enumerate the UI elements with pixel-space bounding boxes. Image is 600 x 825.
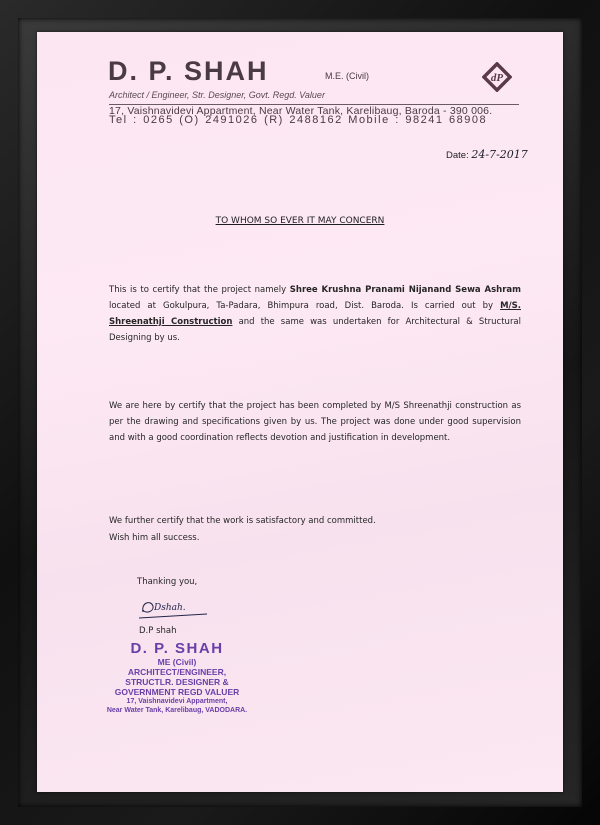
date-line — [446, 148, 528, 161]
stamp-line-6: Near Water Tank, Karelibaug, VADODARA. — [106, 707, 248, 714]
document-heading: TO WHOM SO EVER IT MAY CONCERN — [215, 216, 385, 226]
stamp-name: D. P. SHAH — [130, 640, 224, 657]
date-label: Date: — [446, 150, 469, 161]
letterhead-name: D. P. SHAH — [108, 56, 269, 86]
letterhead-qualification: M.E. (Civil) — [325, 71, 369, 81]
p1-text-3: and the same was undertaken for Architectural & Structural Designing by us. — [109, 317, 522, 343]
stamp-line-3: STRUCTLR. DESIGNER & — [125, 677, 229, 687]
letterhead-address: 17, Vaishnavidevi Appartment, Near Water Tank, Karelibaug, Baroda - 390 006. — [109, 105, 493, 117]
p1-text-2: located at Gokulpura, Ta-Padara, Bhimpura road, Dist. Baroda. Is carried out by — [109, 301, 501, 311]
logo-text: dP — [490, 72, 504, 84]
stamp-line-5: 17, Vaishnavidevi Appartment, — [126, 698, 228, 705]
paragraph-completion: We are here by certify that the project has been completed by M/S Shreenathji construction as per the drawing and specifications given by us. The project was done under good supervision and with a good coordination reflects devotion and justification in development. — [109, 401, 521, 443]
closing-text: Thanking you, — [137, 577, 198, 587]
official-stamp — [97, 640, 257, 715]
document-page — [37, 32, 563, 792]
paragraph-certification — [109, 282, 521, 346]
signatory-name: D.P shah — [139, 626, 177, 636]
stamp-line-1: ME (Civil) — [157, 657, 197, 667]
signature-text: Dshah. — [154, 603, 186, 613]
handwritten-signature — [137, 596, 217, 622]
letterhead-telephone: Tel : 0265 (O) 2491026 (R) 2488162 Mobile : 98241 68908 — [109, 114, 488, 126]
stamp-line-2: ARCHITECT/ENGINEER, — [127, 667, 227, 677]
project-name: Shree Krushna Pranami Nijanand Sewa Ashram — [289, 285, 521, 295]
paragraph-satisfaction: We further certify that the work is satisfactory and committed. — [109, 516, 376, 526]
dp-logo-icon — [482, 62, 512, 92]
stamp-line-4: GOVERNMENT REGD VALUER — [114, 687, 240, 697]
date-value: 24-7-2017 — [471, 148, 528, 161]
contractor-name: M/S. Shreenathji Construction — [109, 301, 521, 327]
paragraph-wishes: Wish him all success. — [109, 533, 200, 543]
p1-text-1: This is to certify that the project namely — [109, 285, 290, 295]
letterhead-tagline: Architect / Engineer, Str. Designer, Govt. Regd. Valuer — [109, 90, 325, 100]
